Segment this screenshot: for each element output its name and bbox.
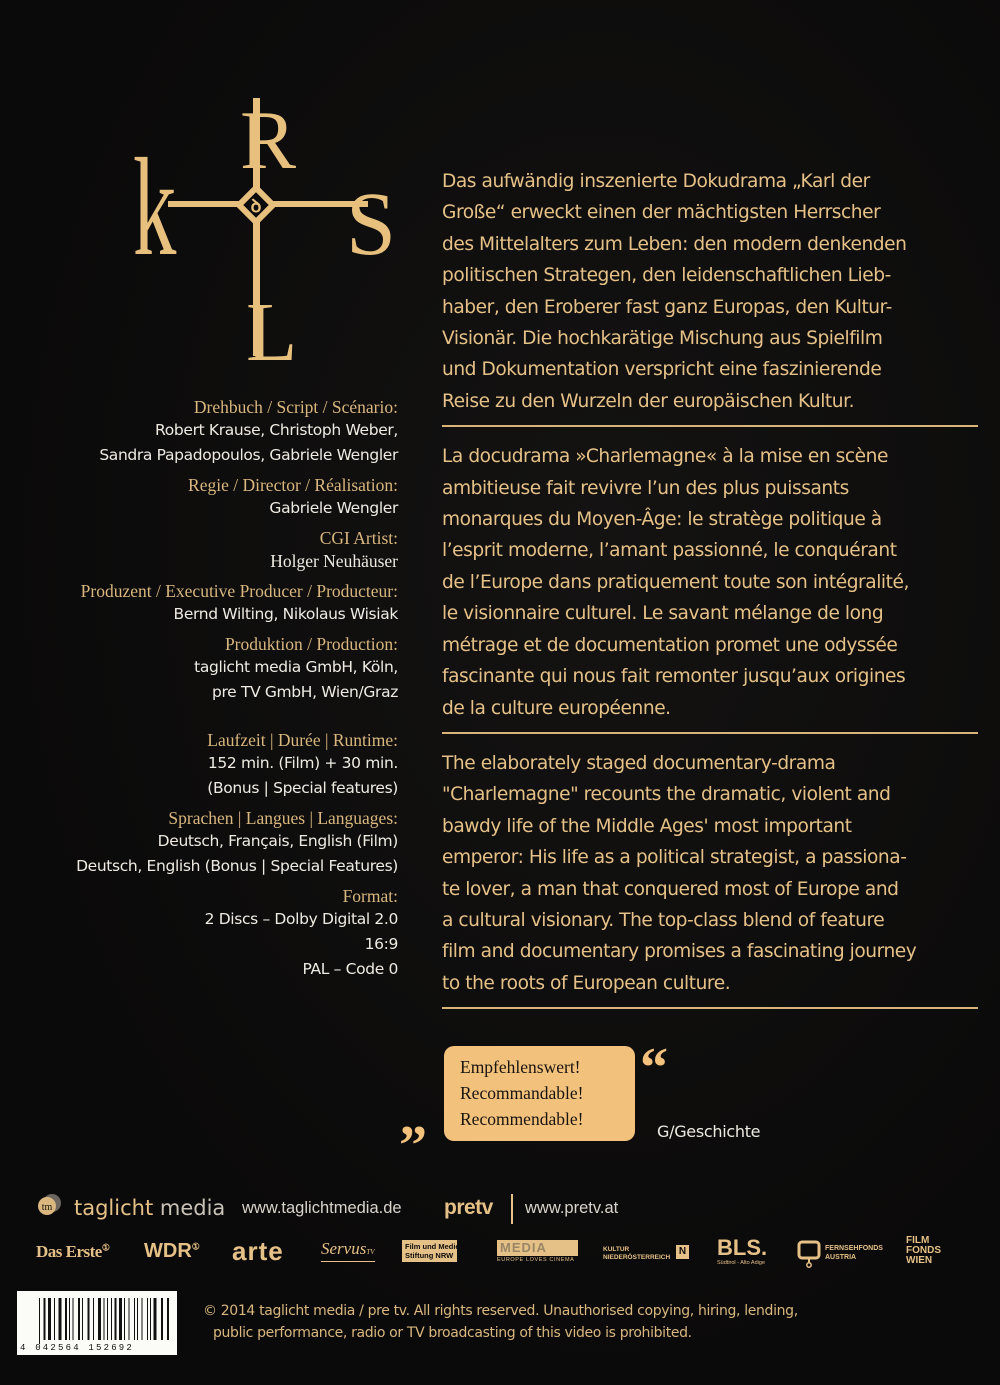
copyright-line: © 2014 taglicht media / pre tv. All rights reserved. Unauthorised copying, hiring, lending, <box>203 1303 798 1319</box>
barcode-bar <box>124 1298 125 1340</box>
barcode-bar <box>65 1298 67 1340</box>
text-line: métrage et de documentation promet une odyssée <box>442 634 898 656</box>
copyright-notice <box>203 1300 843 1344</box>
text-line: Visionär. Die hochkarätige Mischung aus Spielfilm <box>442 328 883 350</box>
text-line: fascinante qui nous fait remonter jusqu’aux origines <box>442 666 906 688</box>
barcode-bar <box>154 1298 157 1340</box>
text-line: des Mittelalters zum Leben: den modern denkenden <box>442 233 907 255</box>
text-line: to the roots of European culture. <box>442 972 731 994</box>
fernsehfonds-tv-icon <box>797 1240 821 1268</box>
monogram-letter-k: k <box>132 130 177 286</box>
pretv-logo: pretv <box>444 1196 493 1219</box>
text-line: La docudrama »Charlemagne« à la mise en scène <box>442 446 888 468</box>
credits-column <box>20 396 398 988</box>
text-line: de l’Europe dans pratiquement toute son intégralité, <box>442 571 909 593</box>
credit-heading: Produzent / Executive Producer / Producteur: <box>80 581 398 601</box>
spec-value: 152 min. (Film) + 30 min. <box>207 754 398 772</box>
credit-production <box>20 633 398 705</box>
barcode-bar <box>69 1298 70 1340</box>
description-french <box>442 441 982 724</box>
copyright-line: public performance, radio or TV broadcasting of this video is prohibited. <box>213 1325 692 1341</box>
monogram-center-diamond <box>235 184 277 226</box>
text-line: film and documentary promises a fascinating journey <box>442 941 917 963</box>
barcode-bar <box>119 1298 122 1340</box>
text-line: Große“ erweckt einen der mächtigsten Herrscher <box>442 202 881 224</box>
barcode-bar <box>59 1298 62 1340</box>
description-section <box>442 166 982 1023</box>
media-europe-loves-cinema-logo: MEDIA EUROPE LOVES CINEMA <box>497 1240 578 1263</box>
barcode-bar <box>44 1298 46 1340</box>
barcode-bar <box>48 1298 51 1340</box>
text-line: bawdy life of the Middle Ages' most important <box>442 815 852 837</box>
spec-runtime <box>20 729 398 801</box>
credit-value: Sandra Papadopoulos, Gabriele Wengler <box>99 446 398 464</box>
film-fonds-wien-logo: FILM FONDS WIEN <box>906 1235 941 1266</box>
text-line: monarques du Moyen-Âge: le stratège politique à <box>442 509 882 531</box>
text-line: l’esprit moderne, l’amant passionné, le conquérant <box>442 540 897 562</box>
spec-value: PAL – Code 0 <box>302 960 398 978</box>
barcode-bar <box>142 1298 143 1340</box>
film-medien-stiftung-nrw-logo: Film und Medien Stiftung NRW <box>402 1240 457 1262</box>
credit-heading: Regie / Director / Réalisation: <box>188 475 398 495</box>
fernsehfonds-austria-logo: FERNSEHFONDS AUSTRIA <box>825 1245 883 1261</box>
text-line: de la culture européenne. <box>442 697 671 719</box>
barcode-bar <box>73 1298 74 1340</box>
credit-producer <box>20 580 398 627</box>
barcode-bar <box>137 1298 138 1340</box>
das-erste-logo: Das Erste① <box>36 1242 110 1261</box>
barcode-bar <box>111 1298 112 1340</box>
text-line: le visionnaire culturel. Le savant mélange de long <box>442 603 884 625</box>
credit-cgi <box>20 527 398 574</box>
barcode-bar <box>104 1298 105 1340</box>
barcode-bar <box>98 1298 101 1340</box>
barcode-bar <box>167 1298 169 1340</box>
barcode-bar <box>147 1298 148 1340</box>
pretv-url[interactable]: www.pretv.at <box>525 1199 619 1217</box>
divider <box>511 1194 513 1224</box>
karolus-monogram <box>128 90 398 365</box>
barcode-number: 4 042564 152692 <box>20 1343 135 1353</box>
spec-value: 2 Discs – Dolby Digital 2.0 <box>204 910 398 928</box>
spec-heading: Laufzeit | Durée | Runtime: <box>207 730 398 750</box>
credit-value: Bernd Wilting, Nikolaus Wisiak <box>173 605 398 623</box>
bls-logo: BLS. Südtirol - Alto Adige <box>717 1235 768 1266</box>
text-line: "Charlemagne" recounts the dramatic, violent and <box>442 784 891 806</box>
svg-text:ꝺ: ꝺ <box>250 196 262 216</box>
text-line: The elaborately staged documentary-drama <box>442 752 836 774</box>
credit-value: taglicht media GmbH, Köln, <box>194 658 398 676</box>
spec-format <box>20 885 398 982</box>
spec-value: Deutsch, English (Bonus | Special Features) <box>76 857 398 875</box>
divider <box>442 1007 978 1009</box>
credit-heading: CGI Artist: <box>319 528 398 548</box>
credit-value: Robert Krause, Christoph Weber, <box>155 421 398 439</box>
quote-source: G/Geschichte <box>657 1122 761 1141</box>
text-line: Reise zu den Wurzeln der europäischen Kultur. <box>442 390 855 412</box>
monogram-letter-r: R <box>240 94 297 187</box>
producer-logos <box>36 1192 656 1226</box>
text-line: Das aufwändig inszenierte Dokudrama „Karl der <box>442 171 870 192</box>
kultur-n-badge-icon: N <box>676 1245 689 1259</box>
review-quote-box <box>444 1046 635 1141</box>
taglicht-media-logo: taglicht media <box>74 1196 226 1220</box>
svg-text:tm: tm <box>41 1202 53 1213</box>
divider <box>442 425 978 427</box>
text-line: politischen Strategen, den leidenschaftlichen Lieb- <box>442 265 891 287</box>
barcode-bar <box>161 1298 163 1340</box>
credit-director <box>20 474 398 521</box>
text-line: emperor: His life as a political strategist, a passiona- <box>442 847 907 869</box>
spec-heading: Sprachen | Langues | Languages: <box>168 808 398 828</box>
taglicht-media-logo-icon <box>36 1192 62 1218</box>
credit-value: Holger Neuhäuser <box>270 551 398 571</box>
quote-line: Empfehlenswert! <box>460 1057 581 1077</box>
kultur-niederoesterreich-logo: KULTUR NIEDERÖSTERREICH <box>603 1246 671 1261</box>
spec-value: (Bonus | Special features) <box>207 779 398 797</box>
credit-screenplay <box>20 396 398 468</box>
monogram-letter-s: S <box>346 175 397 274</box>
open-quote-icon: “ <box>640 1037 668 1099</box>
barcode-bar <box>78 1298 80 1340</box>
credit-heading: Produktion / Production: <box>224 634 398 654</box>
spec-heading: Format: <box>342 886 398 906</box>
barcode-bar <box>88 1298 90 1340</box>
barcode-bar <box>129 1298 130 1340</box>
barcode-bar <box>54 1298 55 1340</box>
text-line: und Dokumentation verspricht eine faszinierende <box>442 359 882 381</box>
spec-value: Deutsch, Français, English (Film) <box>157 832 398 850</box>
arte-logo: arte <box>232 1236 284 1266</box>
spec-value: 16:9 <box>364 935 398 953</box>
text-line: haber, den Eroberer fast ganz Europas, den Kultur- <box>442 296 892 318</box>
barcode-bar <box>107 1298 108 1340</box>
barcode <box>17 1291 177 1355</box>
barcode-bar <box>39 1298 40 1344</box>
spec-languages <box>20 807 398 879</box>
description-german <box>442 166 982 417</box>
close-quote-icon: ” <box>399 1115 427 1177</box>
credit-heading: Drehbuch / Script / Scénario: <box>193 397 398 417</box>
text-line: a cultural visionary. The top-class blend of feature <box>442 909 885 931</box>
barcode-bar <box>150 1298 151 1340</box>
text-line: ambitieuse fait revivre l’un des plus puissants <box>442 477 849 499</box>
quote-line: Recommandable! <box>460 1083 584 1103</box>
taglicht-media-url[interactable]: www.taglichtmedia.de <box>242 1199 402 1217</box>
sponsor-logos <box>30 1235 990 1280</box>
barcode-bar <box>82 1298 83 1340</box>
text-line: te lover, a man that conquered most of Europe and <box>442 878 899 900</box>
barcode-bar <box>115 1298 117 1340</box>
divider <box>442 732 978 734</box>
description-english <box>442 748 982 999</box>
monogram-letter-l: L <box>246 286 298 365</box>
servus-tv-logo: ServusTV <box>321 1240 375 1262</box>
barcode-bar <box>134 1298 135 1340</box>
credit-value: pre TV GmbH, Wien/Graz <box>212 683 398 701</box>
wdr-logo: WDR① <box>144 1240 200 1262</box>
credit-value: Gabriele Wengler <box>269 499 398 517</box>
barcode-bar <box>93 1298 94 1340</box>
quote-line: Recommendable! <box>460 1109 584 1129</box>
